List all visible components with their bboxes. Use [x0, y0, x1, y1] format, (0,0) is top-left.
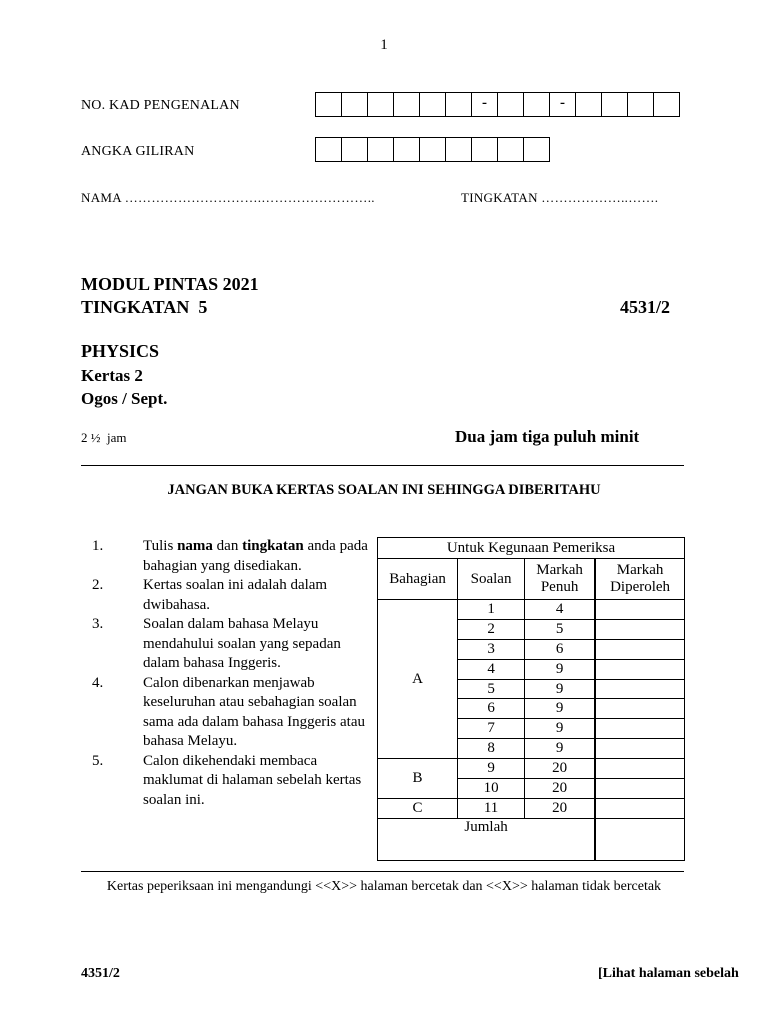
exam-month: Ogos / Sept.	[81, 389, 168, 408]
footer-note: Kertas peperiksaan ini mengandungi <<X>> halaman bercetak dan <<X>> halaman tidak bercetak	[106, 879, 662, 894]
form-title: TINGKATAN 5	[81, 297, 208, 317]
subject-title: PHYSICS	[81, 341, 160, 361]
ic-digit-box[interactable]	[341, 92, 368, 117]
full-marks: 5	[525, 619, 596, 639]
angka-digit-box[interactable]	[445, 137, 472, 162]
angka-digit-box[interactable]	[341, 137, 368, 162]
full-marks: 9	[525, 739, 596, 759]
ic-digit-box[interactable]	[653, 92, 680, 117]
ic-number-boxes[interactable]	[315, 92, 680, 117]
ic-digit-box[interactable]	[601, 92, 628, 117]
obtained-marks-cell[interactable]	[595, 719, 684, 739]
obtained-marks-cell[interactable]	[595, 779, 684, 799]
instruction-item: 3. Soalan dalam bahasa Melayu mendahului soalan yang sepadan dalam bahasa Inggeris.	[92, 616, 341, 671]
angka-digit-box[interactable]	[497, 137, 524, 162]
question-number: 10	[458, 779, 525, 799]
duration-long: Dua jam tiga puluh minit	[455, 427, 640, 446]
footer-rule	[81, 871, 684, 872]
ic-digit-box[interactable]	[393, 92, 420, 117]
angka-digit-box[interactable]	[393, 137, 420, 162]
header-markah-diperoleh: Markah Diperoleh	[595, 559, 684, 600]
duration-short: 2 ½ jam	[81, 430, 127, 445]
module-title: MODUL PINTAS 2021	[81, 274, 259, 294]
paper-code: 4531/2	[620, 297, 671, 317]
full-marks: 9	[525, 679, 596, 699]
angka-digit-box[interactable]	[419, 137, 446, 162]
instruction-item: 4. Calon dibenarkan menjawab keseluruhan atau sebahagian soalan sama ada dalam bahasa Inggeris atau bahasa Melayu.	[92, 674, 365, 749]
instruction-item: 2. Kertas soalan ini adalah dalam dwibahasa.	[92, 577, 328, 613]
full-marks: 20	[525, 759, 596, 779]
question-number: 4	[458, 659, 525, 679]
ic-label: NO. KAD PENGENALAN	[81, 98, 240, 113]
full-marks: 20	[525, 779, 596, 799]
header-rule	[81, 465, 684, 466]
obtained-marks-cell[interactable]	[595, 639, 684, 659]
full-marks: 4	[525, 600, 596, 620]
question-number: 5	[458, 679, 525, 699]
obtained-marks-cell[interactable]	[595, 679, 684, 699]
total-obtained-cell[interactable]	[595, 818, 684, 860]
ic-digit-box[interactable]: -	[471, 92, 498, 117]
angka-giliran-boxes[interactable]	[315, 137, 550, 162]
section-cell: A	[378, 600, 458, 759]
question-number: 11	[458, 798, 525, 818]
instructions-list	[92, 537, 377, 810]
obtained-marks-cell[interactable]	[595, 699, 684, 719]
ic-digit-box[interactable]	[445, 92, 472, 117]
angka-digit-box[interactable]	[523, 137, 550, 162]
obtained-marks-cell[interactable]	[595, 659, 684, 679]
ic-digit-box[interactable]	[419, 92, 446, 117]
table-row	[378, 600, 685, 620]
angka-digit-box[interactable]	[471, 137, 498, 162]
nama-field[interactable]: NAMA ………………………….……………………..	[81, 190, 375, 205]
ic-digit-box[interactable]	[367, 92, 394, 117]
full-marks: 20	[525, 798, 596, 818]
obtained-marks-cell[interactable]	[595, 619, 684, 639]
obtained-marks-cell[interactable]	[595, 798, 684, 818]
table-title: Untuk Kegunaan Pemeriksa	[378, 538, 685, 559]
full-marks: 9	[525, 699, 596, 719]
table-row	[378, 798, 685, 818]
ic-digit-box[interactable]	[627, 92, 654, 117]
question-number: 1	[458, 600, 525, 620]
angka-digit-box[interactable]	[367, 137, 394, 162]
full-marks: 9	[525, 659, 596, 679]
table-row	[378, 759, 685, 779]
tingkatan-field[interactable]: TINGKATAN ………………..…….	[461, 190, 659, 205]
question-number: 8	[458, 739, 525, 759]
obtained-marks-cell[interactable]	[595, 600, 684, 620]
ic-digit-box[interactable]	[575, 92, 602, 117]
angka-giliran-label: ANGKA GILIRAN	[81, 144, 195, 159]
paper-title: Kertas 2	[81, 366, 143, 385]
instruction-item: 5. Calon dikehendaki membaca maklumat di halaman sebelah kertas soalan ini.	[92, 752, 362, 808]
obtained-marks-cell[interactable]	[595, 759, 684, 779]
ic-digit-box[interactable]: -	[549, 92, 576, 117]
angka-digit-box[interactable]	[315, 137, 342, 162]
question-number: 3	[458, 639, 525, 659]
ic-digit-box[interactable]	[523, 92, 550, 117]
obtained-marks-cell[interactable]	[595, 739, 684, 759]
ic-digit-box[interactable]	[315, 92, 342, 117]
header-bahagian: Bahagian	[378, 559, 458, 600]
total-row	[378, 818, 685, 860]
section-cell: B	[378, 759, 458, 799]
section-cell: C	[378, 798, 458, 818]
full-marks: 9	[525, 719, 596, 739]
next-page-note: [Lihat halaman sebelah	[598, 966, 739, 981]
header-markah-penuh: Markah Penuh	[525, 559, 596, 600]
examiner-table	[377, 537, 685, 861]
page-number: 1	[380, 37, 388, 53]
question-number: 7	[458, 719, 525, 739]
warning-text: JANGAN BUKA KERTAS SOALAN INI SEHINGGA DIBERITAHU	[167, 482, 601, 498]
question-number: 2	[458, 619, 525, 639]
full-marks: 6	[525, 639, 596, 659]
instruction-item: 1. Tulis nama dan tingkatan anda pada bahagian yang disediakan.	[92, 538, 368, 574]
question-number: 6	[458, 699, 525, 719]
header-soalan: Soalan	[458, 559, 525, 600]
footer-paper-code: 4351/2	[81, 966, 120, 981]
total-label: Jumlah	[378, 818, 596, 860]
question-number: 9	[458, 759, 525, 779]
ic-digit-box[interactable]	[497, 92, 524, 117]
